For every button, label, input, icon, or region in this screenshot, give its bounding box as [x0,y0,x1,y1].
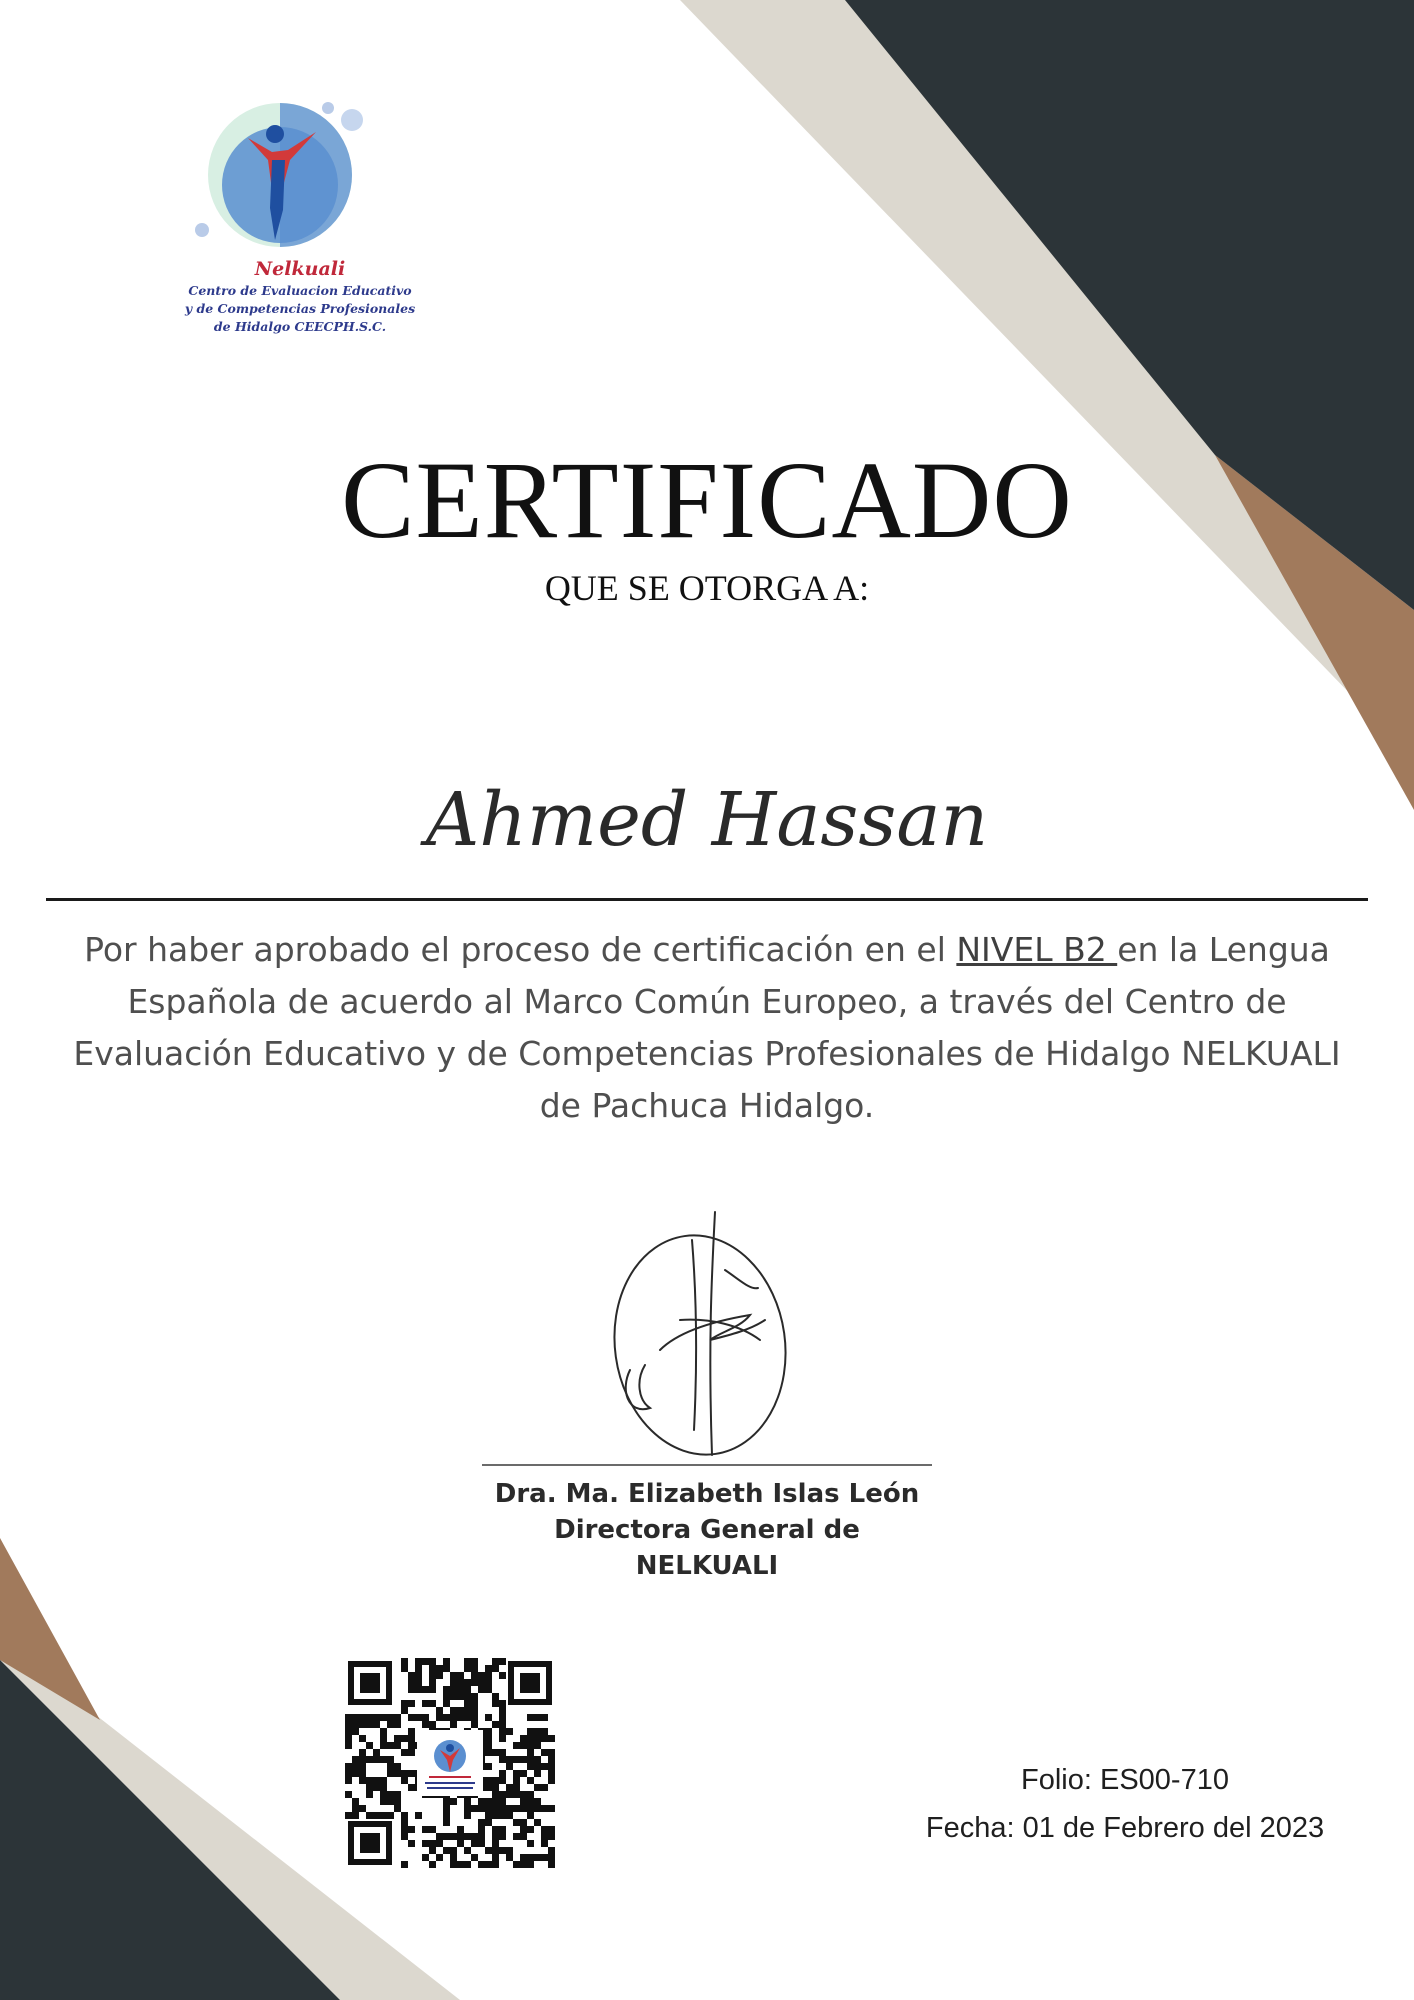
certification-level: NIVEL B2 [956,930,1118,969]
body-text-after: en la Lengua Española de acuerdo al Marco Común Europeo, a través del Centro de Evaluación Educativo y de Competencias Profesionales de Hidalgo NELKUALI de Pachuca Hidalgo. [73,930,1341,1125]
recipient-underline [46,898,1368,901]
signer-role: Directora General de [554,1515,860,1545]
signer-organization: NELKUALI [635,1551,779,1581]
handwritten-signature [600,1200,800,1470]
logo-subtitle [130,282,470,336]
logo-subtitle-line: de Hidalgo CEECPH.S.C. [213,319,387,334]
qr-code-icon [345,1658,555,1868]
certificate-title: CERTIFICADO [341,439,1073,561]
recipient-name: Ahmed Hassan [425,777,989,863]
signature-line [482,1464,932,1466]
folio-number: Folio: ES00-710 [1021,1764,1229,1796]
logo-subtitle-line: Centro de Evaluacion Educativo [188,283,412,298]
body-text-before: Por haber aprobado el proceso de certificación en el [84,930,957,969]
logo-name: Nelkuali [254,258,346,280]
bottom-left-dark-panel [0,1660,340,2000]
certificate-meta [880,1756,1370,1852]
logo-subtitle-line: y de Competencias Profesionales [184,301,416,316]
issue-date: Fecha: 01 de Febrero del 2023 [925,1812,1325,1844]
certificate-subtitle: QUE SE OTORGA A: [544,568,870,608]
signer-block [382,1476,1032,1584]
certificate-body [70,924,1344,1132]
signer-name: Dra. Ma. Elizabeth Islas León [494,1479,920,1509]
